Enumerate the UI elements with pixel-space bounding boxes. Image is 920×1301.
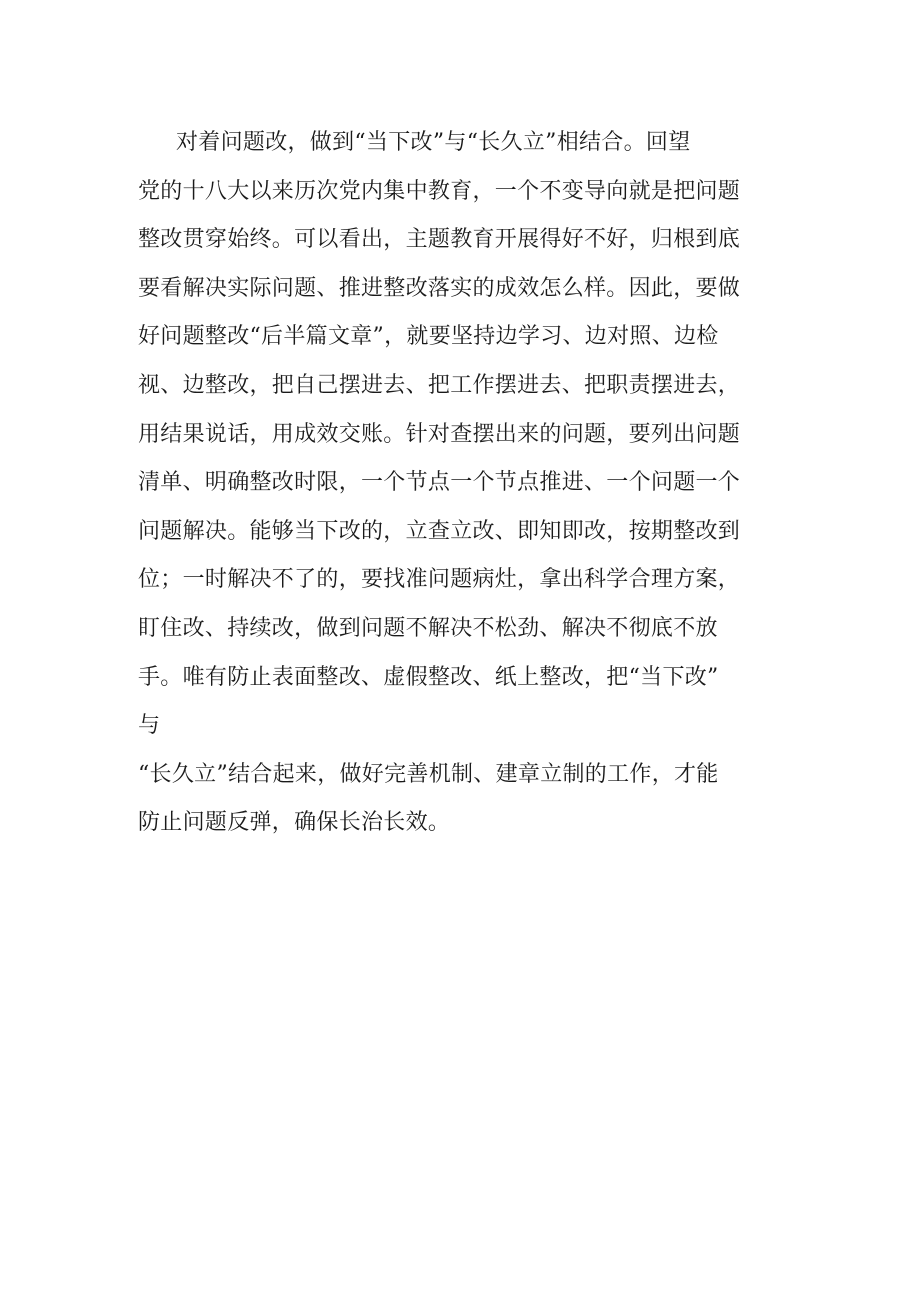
paragraph-line: 与 — [138, 713, 161, 739]
paragraph-line: 整改贯穿始终。可以看出，主题教育开展得好不好，归根到底 — [138, 227, 741, 253]
paragraph-line: 党的十八大以来历次党内集中教育，一个不变导向就是把问题 — [138, 178, 741, 204]
paragraph-line: 问题解决。能够当下改的，立查立改、即知即改，按期整改到 — [138, 518, 741, 544]
paragraph-line: 手。唯有防止表面整改、虚假整改、纸上整改，把“当下改” — [138, 664, 719, 690]
body-paragraph — [138, 119, 778, 848]
paragraph-line: 好问题整改“后半篇文章”，就要坚持边学习、边对照、边检 — [138, 324, 719, 350]
paragraph-line: 用结果说话，用成效交账。针对查摆出来的问题，要列出问题 — [138, 421, 741, 447]
paragraph-line: 对着问题改，做到“当下改”与“长久立”相结合。回望 — [176, 130, 691, 155]
paragraph-line: 视、边整改，把自己摆进去、把工作摆进去、把职责摆进去， — [138, 372, 741, 398]
paragraph-line: 位；一时解决不了的，要找准问题病灶，拿出科学合理方案， — [138, 567, 741, 593]
paragraph-line: “长久立”结合起来，做好完善机制、建章立制的工作，才能 — [138, 761, 719, 787]
paragraph-line: 盯住改、持续改，做到问题不解决不松劲、解决不彻底不放 — [138, 615, 718, 641]
paragraph-line: 防止问题反弹，确保长治长效。 — [138, 810, 451, 836]
paragraph-line: 清单、明确整改时限，一个节点一个节点推进、一个问题一个 — [138, 470, 741, 496]
paragraph-line: 要看解决实际问题、推进整改落实的成效怎么样。因此，要做 — [138, 275, 741, 301]
